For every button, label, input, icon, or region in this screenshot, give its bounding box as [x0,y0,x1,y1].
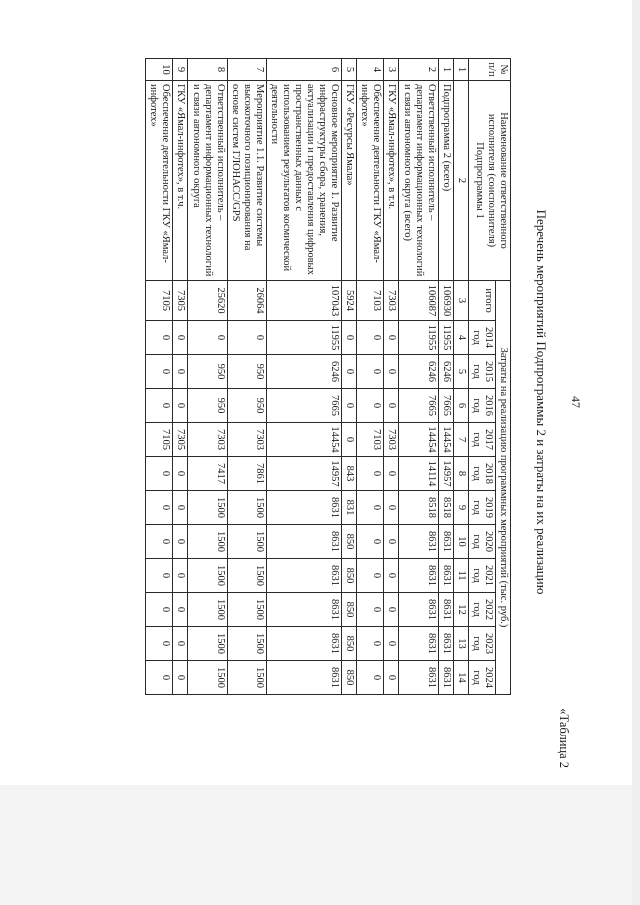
row-year-value: 8631 [438,593,453,627]
table-row [438,59,453,695]
row-name: Подпрограмма 2 (всего) [438,81,453,281]
row-number: 3 [384,59,399,81]
row-year-value: 0 [357,661,384,695]
header-year: 2019 год [468,491,495,525]
row-year-value: 0 [188,321,227,355]
row-year-value: 0 [146,559,173,593]
row-year-value: 8631 [399,661,438,695]
row-year-value: 0 [342,355,357,389]
row-year-value: 8518 [399,491,438,525]
row-year-value: 0 [146,321,173,355]
row-year-value: 6246 [266,355,341,389]
row-year-value: 11955 [266,321,341,355]
row-year-value: 14454 [438,423,453,457]
column-number: 13 [453,627,468,661]
row-year-value: 11955 [399,321,438,355]
row-year-value: 7861 [227,457,266,491]
row-year-value: 0 [357,457,384,491]
row-year-value: 850 [342,559,357,593]
row-year-value: 1500 [227,491,266,525]
row-number: 8 [188,59,227,81]
table-row [227,59,266,695]
column-number: 7 [453,423,468,457]
column-number: 3 [453,281,468,321]
row-total: 5924 [342,281,357,321]
table-row [384,59,399,695]
row-year-value: 0 [384,593,399,627]
row-name: Основное мероприятие 1. Развитие инфраструктуры сбора, хранения, актуализации и предоставления цифровых пространственных данных с использованием результатов космической деятельности [266,81,341,281]
row-year-value: 14454 [266,423,341,457]
row-year-value: 8631 [266,525,341,559]
table-row [146,59,173,695]
row-year-value: 14114 [399,457,438,491]
row-year-value: 6246 [438,355,453,389]
table-row [266,59,341,695]
row-total: 26064 [227,281,266,321]
row-year-value: 0 [173,661,188,695]
table-row [173,59,188,695]
column-number: 1 [453,59,468,81]
row-number: 4 [357,59,384,81]
header-name: Наименование ответственного исполнителя (соисполнителя) Подпрограммы 1 [468,81,510,281]
row-year-value: 1500 [227,593,266,627]
row-year-value: 0 [384,661,399,695]
header-year: 2015 год [468,355,495,389]
column-number: 4 [453,321,468,355]
row-year-value: 950 [227,355,266,389]
row-year-value: 0 [342,321,357,355]
header-costs: Затраты на реализацию программных мероприятий (тыс. руб.) [495,281,510,695]
row-year-value: 7303 [188,423,227,457]
row-year-value: 7105 [146,423,173,457]
row-name: Обеспечение деятельности ГКУ «Ямал-инфотех» [146,81,173,281]
row-year-value: 1500 [188,525,227,559]
row-total: 106930 [438,281,453,321]
row-total: 107043 [266,281,341,321]
row-year-value: 950 [227,389,266,423]
header-year: 2018 год [468,457,495,491]
row-year-value: 1500 [227,627,266,661]
row-year-value: 14957 [438,457,453,491]
row-number: 6 [266,59,341,81]
row-year-value: 0 [173,355,188,389]
row-year-value: 7665 [266,389,341,423]
column-number: 6 [453,389,468,423]
row-year-value: 843 [342,457,357,491]
row-year-value: 7305 [173,423,188,457]
page-number: 47 [569,396,583,408]
row-year-value: 850 [342,661,357,695]
row-year-value: 0 [227,321,266,355]
column-number: 2 [453,81,468,281]
column-number: 10 [453,525,468,559]
row-year-value: 8631 [438,627,453,661]
row-number: 10 [146,59,173,81]
row-year-value: 0 [342,423,357,457]
row-number: 9 [173,59,188,81]
header-year: 2017 год [468,423,495,457]
row-year-value: 7303 [227,423,266,457]
row-year-value: 0 [342,389,357,423]
row-year-value: 7103 [357,423,384,457]
row-year-value: 950 [188,355,227,389]
row-year-value: 0 [146,593,173,627]
row-year-value: 0 [146,491,173,525]
row-year-value: 8518 [438,491,453,525]
row-year-value: 14454 [399,423,438,457]
row-name: ГКУ «Ямал-инфотех», в т.ч. [173,81,188,281]
row-year-value: 0 [384,321,399,355]
row-name: ГКУ «Ресурсы Ямала» [342,81,357,281]
row-name: Ответственный исполнитель – департамент информационных технологий и связи автономного округа (всего) [399,81,438,281]
header-year: 2016 год [468,389,495,423]
table-row [188,59,227,695]
row-year-value: 0 [384,389,399,423]
row-year-value: 7665 [399,389,438,423]
header-year: 2020 год [468,525,495,559]
row-year-value: 0 [173,321,188,355]
row-year-value: 7417 [188,457,227,491]
row-year-value: 11955 [438,321,453,355]
row-year-value: 0 [357,627,384,661]
header-year: 2024 год [468,661,495,695]
row-year-value: 8631 [438,559,453,593]
row-total: 7105 [146,281,173,321]
row-year-value: 1500 [188,661,227,695]
row-year-value: 831 [342,491,357,525]
row-year-value: 0 [173,593,188,627]
column-number: 9 [453,491,468,525]
row-year-value: 0 [357,321,384,355]
row-year-value: 0 [173,491,188,525]
row-year-value: 0 [384,559,399,593]
table-row [357,59,384,695]
row-year-value: 8631 [438,525,453,559]
row-year-value: 0 [357,389,384,423]
column-number: 5 [453,355,468,389]
row-year-value: 1500 [227,559,266,593]
table-row [399,59,438,695]
column-number: 8 [453,457,468,491]
row-year-value: 0 [384,457,399,491]
column-number: 14 [453,661,468,695]
header-total: итого [468,281,495,321]
cost-table [145,58,511,695]
header-year: 2023 год [468,627,495,661]
column-number: 12 [453,593,468,627]
row-year-value: 850 [342,525,357,559]
row-year-value: 0 [173,559,188,593]
row-year-value: 7665 [438,389,453,423]
header-year: 2014 год [468,321,495,355]
document-title: Перечень мероприятий Подпрограммы 2 и затраты на их реализацию [534,209,549,595]
row-year-value: 0 [173,525,188,559]
row-year-value: 0 [384,525,399,559]
row-year-value: 8631 [266,627,341,661]
row-year-value: 8631 [399,593,438,627]
table-label: «Таблица 2 [557,708,571,768]
header-year: 2022 год [468,593,495,627]
row-year-value: 1500 [188,593,227,627]
row-year-value: 0 [357,559,384,593]
table-body [146,59,453,695]
row-year-value: 0 [173,389,188,423]
row-year-value: 0 [146,389,173,423]
header-num: № п/п [468,59,510,81]
row-number: 5 [342,59,357,81]
row-year-value: 0 [357,525,384,559]
row-name: Обеспечение деятельности ГКУ «Ямал-инфотех» [357,81,384,281]
row-total: 7103 [357,281,384,321]
row-year-value: 0 [173,627,188,661]
row-number: 7 [227,59,266,81]
rotated-content [148,22,589,782]
row-year-value: 0 [357,355,384,389]
row-year-value: 0 [357,593,384,627]
row-year-value: 0 [146,457,173,491]
row-year-value: 8631 [266,593,341,627]
row-year-value: 950 [188,389,227,423]
row-year-value: 1500 [227,661,266,695]
row-year-value: 6246 [399,355,438,389]
row-year-value: 8631 [266,559,341,593]
row-year-value: 0 [384,627,399,661]
row-year-value: 0 [384,355,399,389]
row-year-value: 8631 [399,559,438,593]
row-year-value: 1500 [188,491,227,525]
column-number-row [453,59,468,695]
scan-background [0,785,640,905]
row-year-value: 1500 [188,627,227,661]
row-total: 7305 [173,281,188,321]
row-year-value: 0 [146,525,173,559]
row-year-value: 0 [146,627,173,661]
row-year-value: 0 [357,491,384,525]
row-total: 106087 [399,281,438,321]
row-year-value: 850 [342,593,357,627]
row-number: 1 [438,59,453,81]
row-year-value: 0 [173,457,188,491]
row-year-value: 0 [146,661,173,695]
row-year-value: 850 [342,627,357,661]
row-year-value: 8631 [438,661,453,695]
row-year-value: 8631 [399,525,438,559]
row-year-value: 7303 [384,423,399,457]
row-total: 25620 [188,281,227,321]
row-year-value: 0 [384,491,399,525]
row-name: ГКУ «Ямал-инфотех», в т.ч. [384,81,399,281]
row-total: 7303 [384,281,399,321]
header-year: 2021 год [468,559,495,593]
table-row [342,59,357,695]
row-number: 2 [399,59,438,81]
row-year-value: 14957 [266,457,341,491]
scan-edge [632,0,640,905]
row-year-value: 8631 [266,661,341,695]
row-year-value: 8631 [266,491,341,525]
row-name: Ответственный исполнитель – департамент информационных технологий и связи автономного округа [188,81,227,281]
row-year-value: 1500 [188,559,227,593]
row-year-value: 8631 [399,627,438,661]
row-name: Мероприятие 1.1. Развитие системы высокоточного позиционирования на основе систем ГЛОНАСС/GPS [227,81,266,281]
row-year-value: 1500 [227,525,266,559]
row-year-value: 0 [146,355,173,389]
column-number: 11 [453,559,468,593]
